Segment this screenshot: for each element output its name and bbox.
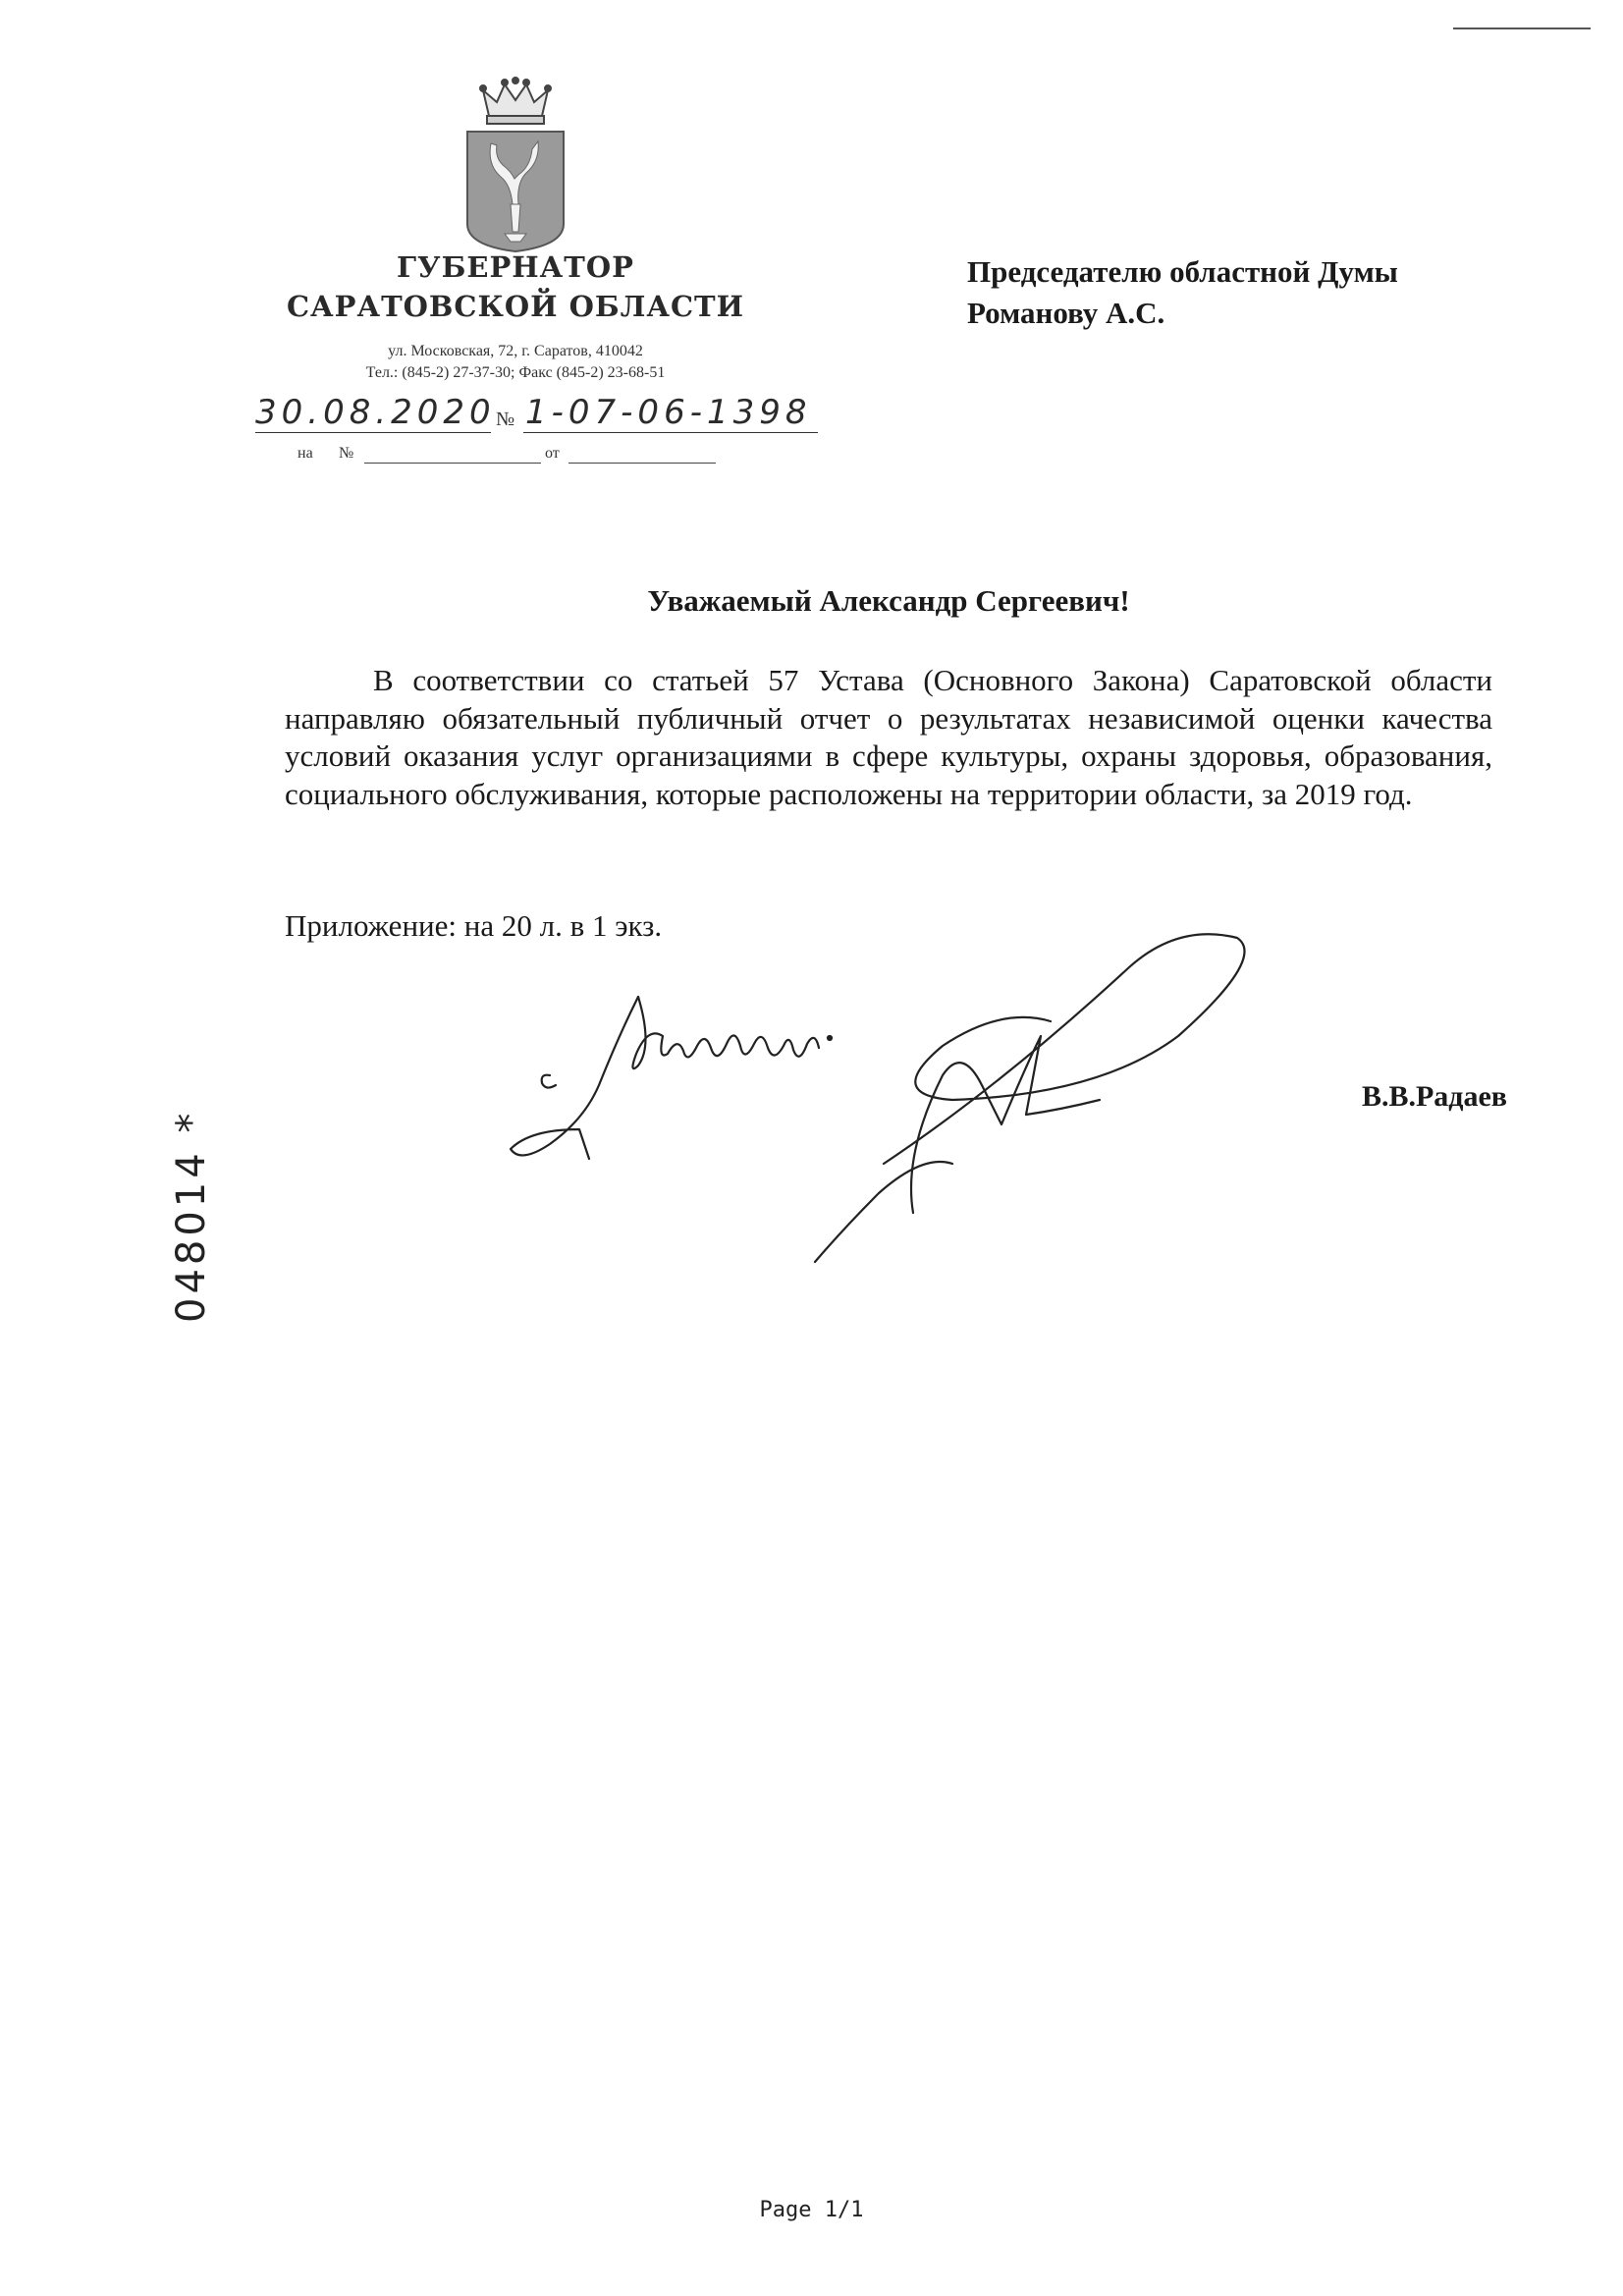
signer-name: В.В.Радаев: [1361, 1080, 1507, 1113]
reference-na-label: на: [298, 445, 313, 462]
reference-date-blank: [568, 463, 716, 464]
salutation: Уважаемый Александр Сергеевич!: [647, 583, 1130, 618]
registration-number: 1-07-06-1398: [525, 393, 812, 432]
page-footer: Page 1/1: [759, 2198, 864, 2222]
letter-body: В соответствии со статьей 57 Устава (Основного Закона) Саратовской области направляю обязательный публичный отчет о результатах независимой оценки качества условий оказания услуг организациями в сфере культуры, охраны здоровья, образования, социального обслуживания, которые расположены на территории области, за 2019 год.: [285, 663, 1492, 811]
registration-number-underline: [523, 432, 818, 433]
reference-ot-label: от: [545, 445, 560, 462]
scan-edge-line: [1453, 27, 1591, 29]
issuer-address: [255, 341, 776, 384]
side-stamp-number: 048014 *: [169, 1109, 214, 1323]
issuer-title-line2: САРАТОВСКОЙ ОБЛАСТИ: [286, 290, 745, 323]
reference-number-label: №: [339, 445, 354, 462]
addressee-block: [967, 251, 1517, 334]
issuer-phones: Тел.: (845-2) 27-37-30; Факс (845-2) 23-68-51: [365, 364, 666, 381]
coat-of-arms-icon: [461, 77, 569, 253]
registration-line: [250, 393, 859, 438]
side-registration-stamp: [142, 1092, 241, 1323]
addressee-name: Романову А.С.: [967, 296, 1165, 330]
attachment-note: Приложение: на 20 л. в 1 экз.: [285, 908, 663, 943]
registration-number-label: №: [496, 409, 515, 430]
addressee-position: Председателю областной Думы: [967, 254, 1398, 289]
registration-date-underline: [255, 432, 491, 433]
issuer-street-address: ул. Московская, 72, г. Саратов, 410042: [388, 343, 643, 359]
reference-line: [298, 445, 720, 468]
registration-date: 30.08.2020: [255, 393, 496, 432]
issuer-title-line1: ГУБЕРНАТОР: [397, 250, 634, 284]
issuer-title: [255, 247, 776, 326]
handwritten-signature: [491, 928, 1335, 1291]
reference-number-blank: [364, 463, 541, 464]
